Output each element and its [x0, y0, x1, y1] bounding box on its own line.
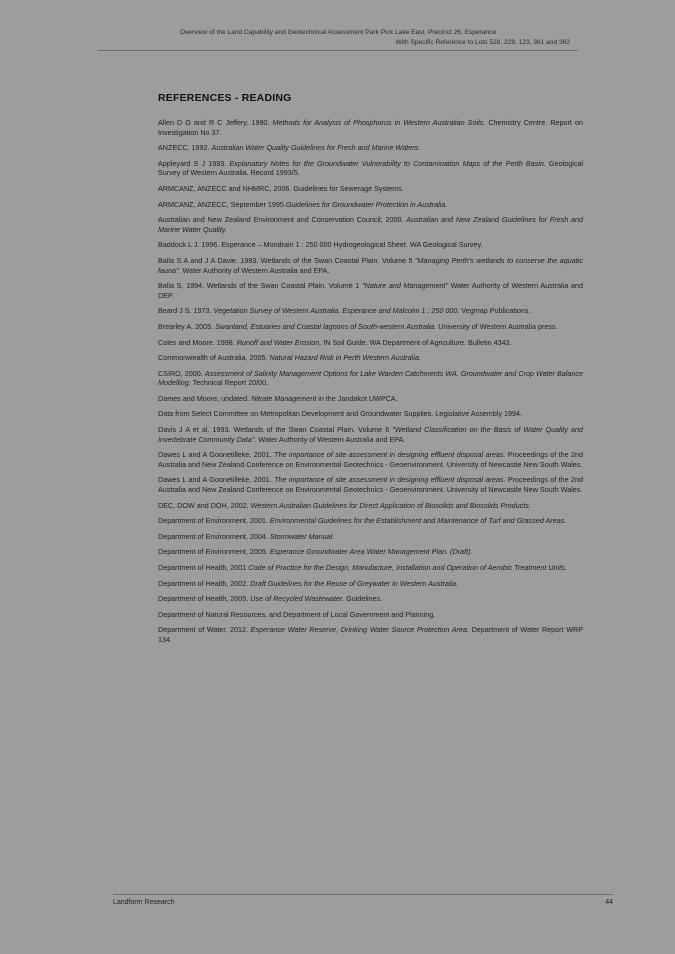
references-body	[158, 92, 583, 651]
page-header	[98, 28, 578, 51]
reference-entry: Department of Health, 2005. Use of Recycled Wastewater. Guidelines.	[158, 594, 383, 604]
reference-entry: Allen D G and R C Jeffery. 1990. Methods for Analysis of Phosphorus in Western Australian Soils. Chemistry Centre. Report on Investigation No 37.	[158, 118, 583, 137]
header-line-2: With Specific Reference to Lots 528, 229, 123, 361 and 362	[98, 38, 578, 51]
reference-entry: Appleyard S J 1993. Explanatory Notes for the Groundwater Vulnerability to Contamination Maps of the Perth Basin. Geological Survey of Western Australia. Record 1993/5.	[158, 158, 584, 178]
reference-entry: Data from Select Committee on Metropolitan Development and Groundwater Supplies. Legislative Assembly 1994.	[158, 409, 522, 419]
page-footer	[113, 894, 613, 906]
footer-left-text: Landform Research	[113, 899, 175, 906]
reference-entry: Balla S A and J A Davie. 1993. Wetlands of the Swan Coastal Plain. Volume 5 "Managing Perth's wetlands to conserve the aquatic fauna". Water Authority of Western Australia and EPA.	[158, 255, 583, 275]
reference-entry: CSIRO, 2000. Assessment of Salinity Management Options for Lake Warden Catchments WA. Groundwater and Crop Water Balance Modelling. Technical Report 20/00.	[158, 368, 583, 388]
reference-entry: Australian and New Zealand Environment and Conservation Council, 2000. Australian and New Zealand Guidelines for Fresh and Marine Water Quality.	[158, 215, 584, 234]
reference-entry: DEC, DOW and DOH, 2002, Western Australian Guidelines for Direct Application of Biosolids and Biosolids Products.	[158, 500, 531, 510]
reference-entry: Department of Natural Resources, and Department of Local Government and Planning.	[158, 609, 436, 619]
reference-list	[158, 118, 583, 645]
reference-entry: Brearley A. 2005. Swanland, Estuaries and Coastal lagoons of South-western Australia. University of Western Australia press.	[158, 321, 558, 331]
reference-entry: Davis J A et al. 1993. Wetlands of the Swan Coastal Plain. Volume 6 "Wetland Classification on the Basis of Water Quality and Invertebrate Community Data". Water Authority of Western Australia and EPA.	[158, 425, 583, 444]
reference-entry: Coles and Moore. 1998. Runoff and Water Erosion, IN Soil Guide. WA Department of Agriculture. Bulletin 4343.	[158, 337, 512, 347]
reference-entry: ANZECC, 1992. Australian Water Quality Guidelines for Fresh and Marine Waters.	[158, 143, 421, 153]
reference-entry: Department of Environment, 2001. Environmental Guidelines for the Establishment and Maintenance of Turf and Grassed Areas.	[158, 516, 567, 526]
reference-entry: ARMCANZ, ANZECC and NHMRC, 2006. Guidelines for Sewerage Systems.	[158, 183, 404, 193]
reference-entry: Department of Health, 2002. Draft Guidelines for the Reuse of Greywater in Western Australia.	[158, 578, 459, 588]
reference-entry: Department of Environment, 2004. Stormwater Manual.	[158, 531, 335, 541]
reference-entry: Dames and Moore, undated. Nitrate Management in the Jandakot UWPCA.	[158, 393, 398, 403]
header-line-1: Overview of the Land Capability and Geotechnical Assessment Park Pick Lake East, Precinct 26, Esperance	[179, 29, 497, 36]
reference-entry: Department of Water, 2012. Esperance Water Reserve, Drinking Water Source Protection Area. Department of Water Report WRP 134.	[158, 625, 583, 644]
reference-entry: Beard J S. 1973. Vegetation Survey of Western Australia. Esperance and Malcolm 1 : 250 000. Vegmap Publications.	[158, 306, 531, 316]
reference-entry: Department of Health, 2001 Code of Practice for the Design, Manufacture, Installation and Operation of Aerobic Treatment Units.	[158, 563, 567, 572]
reference-entry: Department of Environment, 2005. Esperance Groundwater Area Water Management Plan. (Draft).	[158, 547, 473, 557]
reference-entry: Commonwealth of Australia, 2005, Natural Hazard Risk in Perth Western Australia.	[158, 353, 421, 363]
reference-entry: Baddock L J. 1996. Esperance – Mondrain 1 : 250 000 Hydrogeological Sheet. WA Geological Survey.	[158, 240, 483, 250]
reference-entry: Dawes L and A Goonetilleke, 2001, The importance of site assessment in designing effluent disposal areas. Proceedings of the 2nd Australia and New Zealand Conference on Environmental Geotechnics - Geoenvironment. University of Newcastle New South Wales.	[158, 450, 583, 469]
reference-entry: ARMCANZ, ANZECC, September 1995.Guidelines for Groundwater Protection in Australia.	[158, 199, 448, 209]
page-sheet	[28, 14, 648, 940]
reference-entry: Dawes L and A Goonetilleke, 2001. The importance of site assessment in designing effluent disposal areas. Proceedings of the 2nd Australia and New Zealand Conference on Environmental Geotechnics - Geoenvironment. University of Newcastle New South Wales.	[158, 475, 583, 495]
reference-entry: Balla S, 1994. Wetlands of the Swan Coastal Plain. Volume 1 "Nature and Management" Water Authority of Western Australia and DEP.	[158, 281, 583, 300]
page-number: 44	[605, 899, 613, 906]
page-title: REFERENCES - READING	[158, 92, 292, 104]
